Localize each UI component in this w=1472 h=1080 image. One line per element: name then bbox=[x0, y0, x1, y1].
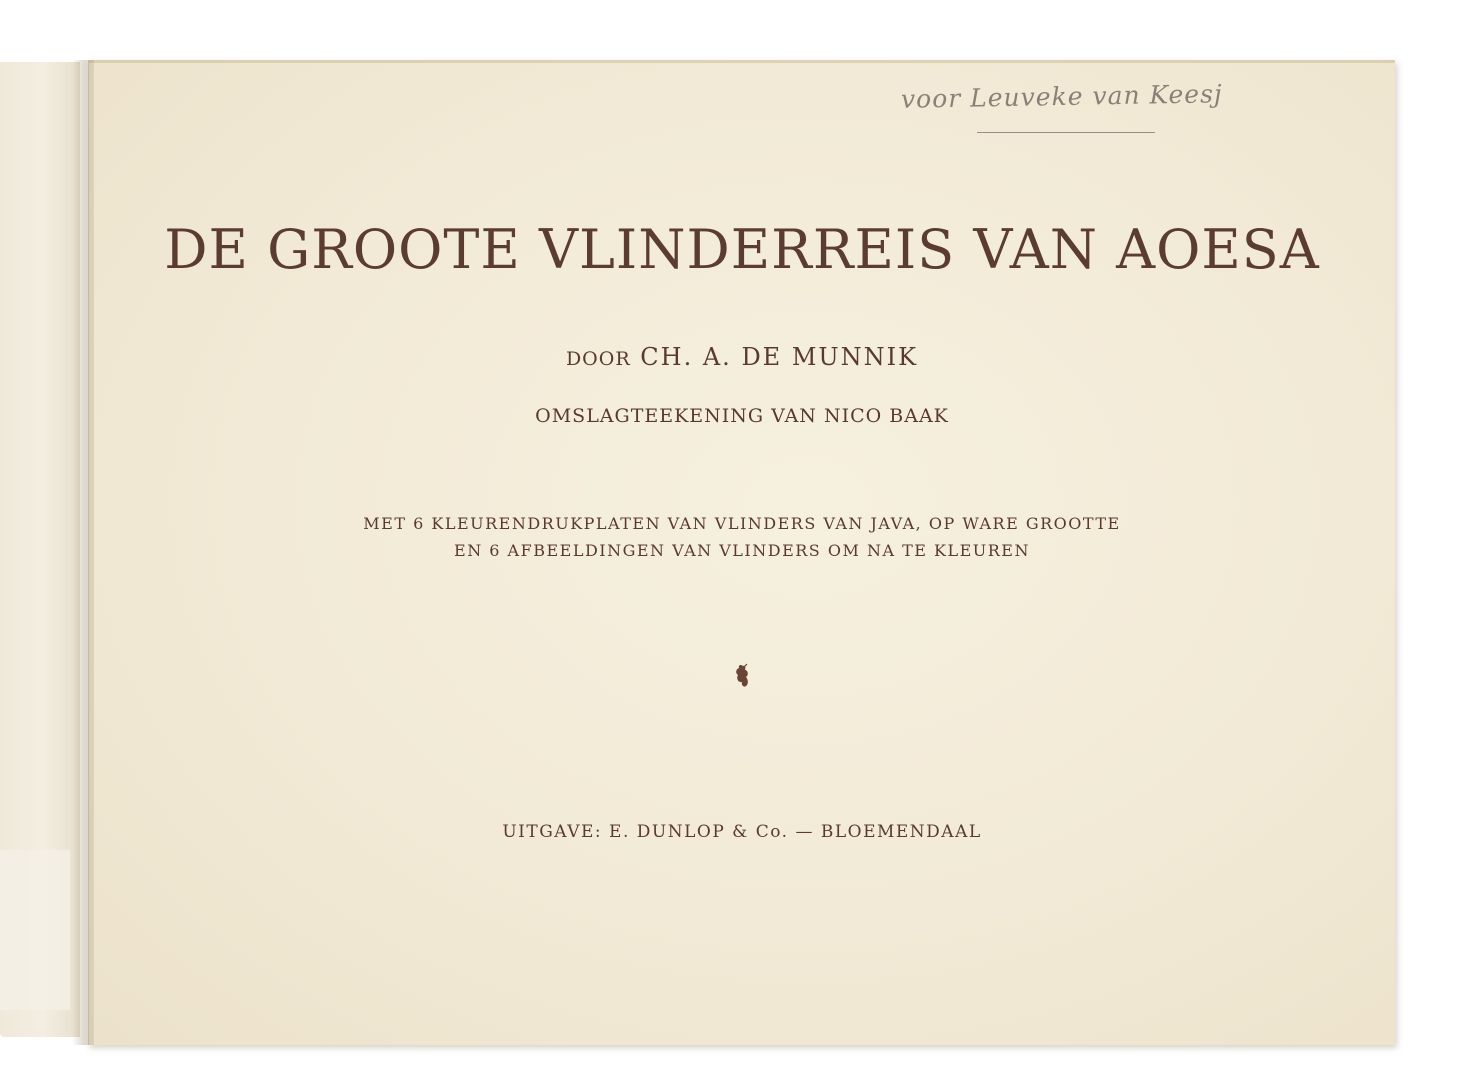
gutter-shadow bbox=[72, 60, 94, 1045]
author-name: CH. A. DE MUNNIK bbox=[640, 343, 919, 371]
author-line bbox=[89, 343, 1395, 371]
plates-description bbox=[89, 510, 1395, 564]
author-prefix: DOOR bbox=[565, 348, 631, 370]
plates-line-1: MET 6 KLEURENDRUKPLATEN VAN VLINDERS VAN JAVA, OP WARE GROOTTE bbox=[363, 514, 1121, 533]
page-top-edge bbox=[89, 60, 1395, 63]
butterfly-ornament-icon bbox=[732, 663, 754, 689]
book-title: DE GROOTE VLINDERREIS VAN AOESA bbox=[164, 218, 1320, 281]
inscription-underline bbox=[977, 132, 1155, 133]
left-leaf-patch bbox=[0, 850, 70, 1010]
publisher-line: UITGAVE: E. DUNLOP & Co. — BLOEMENDAAL bbox=[502, 822, 982, 842]
cover-credit: OMSLAGTEEKENING VAN NICO BAAK bbox=[535, 405, 949, 427]
title-page bbox=[88, 60, 1395, 1045]
plates-line-2: EN 6 AFBEELDINGEN VAN VLINDERS OM NA TE KLEUREN bbox=[454, 541, 1030, 560]
handwritten-inscription: voor Leuveke van Keesj bbox=[900, 79, 1223, 114]
